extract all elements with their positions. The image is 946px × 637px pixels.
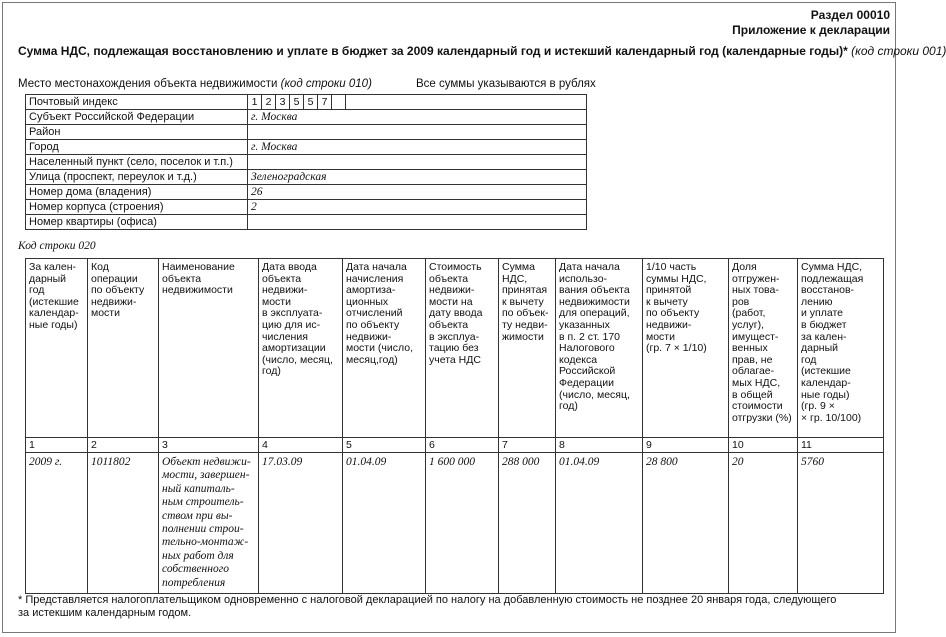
postal-row	[26, 95, 587, 110]
column-header: 1/10 часть суммы НДС, принятой к вычету по объекту недвижи- мости (гр. 7 × 1/10)	[643, 259, 729, 438]
postal-digit	[332, 95, 346, 109]
data-row	[26, 453, 884, 594]
postal-digit: 2	[262, 95, 276, 109]
column-header: Сумма НДС, принятая к вычету по объек- ту недви- жимости	[499, 259, 556, 438]
address-value: Зеленоградская	[248, 170, 587, 185]
sums-note: Все суммы указываются в рублях	[416, 78, 596, 90]
address-row	[26, 110, 587, 125]
column-header: Наименование объекта недвижимости	[159, 259, 259, 438]
column-number: 9	[643, 438, 729, 453]
column-number: 5	[343, 438, 426, 453]
column-header: Дата начала начисления амортиза- ционных отчислений по объекту недвижи- мости (число, месяц,год)	[343, 259, 426, 438]
data-cell: 20	[729, 453, 798, 594]
column-number: 6	[426, 438, 499, 453]
postal-digit: 7	[318, 95, 332, 109]
column-number: 3	[159, 438, 259, 453]
address-value: г. Москва	[248, 140, 587, 155]
address-value	[248, 155, 587, 170]
address-row	[26, 215, 587, 230]
title-code: (код строки 001)	[851, 44, 946, 58]
data-cell: 1011802	[88, 453, 159, 594]
address-label: Субъект Российской Федерации	[26, 110, 248, 125]
address-label: Район	[26, 125, 248, 140]
column-header: Код операции по объекту недвижи- мости	[88, 259, 159, 438]
column-header: Дата начала использо- вания объекта недвижимости для операций, указанных в п. 2 ст. 170 Налогового кодекса Российской Федерации (число, месяц, год)	[556, 259, 643, 438]
column-header: Сумма НДС, подлежащая восстанов- лению и уплате в бюджет за кален- дарный год (истекшие календар- ные годы) (гр. 9 × × гр. 10/100)	[798, 259, 884, 438]
data-cell: 2009 г.	[26, 453, 88, 594]
address-label: Улица (проспект, переулок и т.д.)	[26, 170, 248, 185]
address-label: Город	[26, 140, 248, 155]
data-cell: 01.04.09	[343, 453, 426, 594]
column-header: За кален- дарный год (истекшие календар- ные годы)	[26, 259, 88, 438]
column-header: Стоимость объекта недвижи- мости на дату ввода объекта в эксплуа- тацию без учета НДС	[426, 259, 499, 438]
address-row	[26, 140, 587, 155]
data-cell: 5760	[798, 453, 884, 594]
location-label-text: Место местонахождения объекта недвижимости	[18, 78, 278, 90]
postal-digit: 5	[304, 95, 318, 109]
column-number: 8	[556, 438, 643, 453]
address-value	[248, 125, 587, 140]
address-value: 2	[248, 200, 587, 215]
address-label: Номер корпуса (строения)	[26, 200, 248, 215]
address-value: 26	[248, 185, 587, 200]
column-number: 4	[259, 438, 343, 453]
section-label: Раздел 00010	[810, 8, 890, 22]
location-code: (код строки 010)	[280, 78, 372, 90]
address-label: Номер дома (владения)	[26, 185, 248, 200]
location-label	[18, 78, 372, 90]
column-number: 11	[798, 438, 884, 453]
postal-code-cells	[248, 95, 587, 110]
postal-digit: 3	[276, 95, 290, 109]
column-number-row	[26, 438, 884, 453]
footnote: * Представляется налогоплательщиком одновременно с налоговой декларацией по налогу на добавленную стоимость не позднее 20 января года, следующего за истекшим календарным годом.	[18, 594, 837, 619]
column-header: Доля отгружен- ных това- ров (работ, услуг), имущест- венных прав, не облагае- мых НДС, в общей стоимости отгрузки (%)	[729, 259, 798, 438]
row-code-020: Код строки 020	[18, 240, 96, 252]
column-number: 10	[729, 438, 798, 453]
column-header: Дата ввода объекта недвижи- мости в эксплуата- цию для ис- числения амортизации (число, месяц, год)	[259, 259, 343, 438]
title-main: Сумма НДС, подлежащая восстановлению и уплате в бюджет за 2009 календарный год и истекший календарный год (календарные годы)*	[18, 44, 848, 58]
address-table	[25, 94, 587, 230]
address-label: Номер квартиры (офиса)	[26, 215, 248, 230]
page-title	[18, 44, 946, 58]
data-cell: 17.03.09	[259, 453, 343, 594]
postal-digit: 5	[290, 95, 304, 109]
address-value: г. Москва	[248, 110, 587, 125]
address-row	[26, 125, 587, 140]
address-label: Населенный пункт (село, поселок и т.п.)	[26, 155, 248, 170]
column-number: 7	[499, 438, 556, 453]
postal-digit: 1	[248, 95, 262, 109]
data-cell: 28 800	[643, 453, 729, 594]
address-row	[26, 185, 587, 200]
address-row	[26, 155, 587, 170]
address-row	[26, 200, 587, 215]
column-number: 2	[88, 438, 159, 453]
appendix-label: Приложение к декларации	[732, 23, 890, 37]
data-cell: 288 000	[499, 453, 556, 594]
vat-table	[25, 258, 884, 594]
data-cell: 1 600 000	[426, 453, 499, 594]
header-row	[26, 259, 884, 438]
address-row	[26, 170, 587, 185]
address-value	[248, 215, 587, 230]
data-cell: Объект недвижи- мости, завершен- ный капиталь- ным строитель- ством при вы- полнении строи- тельно-монтаж- ных работ для собственного потребления	[159, 453, 259, 594]
postal-label: Почтовый индекс	[26, 95, 248, 110]
column-number: 1	[26, 438, 88, 453]
data-cell: 01.04.09	[556, 453, 643, 594]
